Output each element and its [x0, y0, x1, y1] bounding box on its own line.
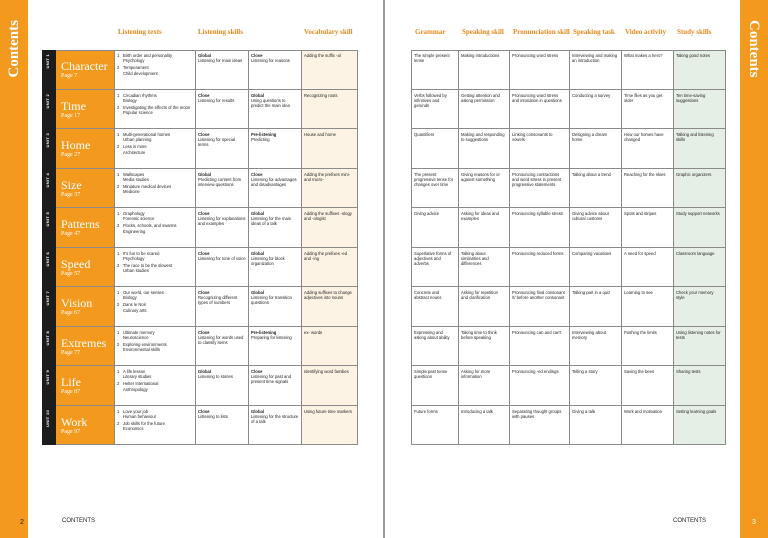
skill-heading: Global — [198, 53, 212, 58]
item-number: 2 — [117, 144, 120, 150]
listening-skill — [195, 248, 248, 288]
study-skills-cell: Using listening notes for tests — [673, 327, 725, 367]
video-activity-cell: Spots and stripes — [624, 211, 657, 216]
video-activity-cell: How our homes have changed — [624, 132, 664, 143]
item-number: 2 — [117, 262, 120, 268]
unit-page: Page 67 — [61, 310, 81, 316]
skill-text: Listening for advantages and disadvantages — [251, 176, 297, 187]
skill-heading: Global — [251, 408, 265, 414]
item-number: 2 — [117, 302, 120, 308]
unit-topic — [56, 406, 114, 446]
listening-text-item — [117, 251, 193, 261]
unit-bar — [42, 366, 56, 406]
skill-text: Listening for explanations and examples — [198, 216, 246, 227]
item-text: Investigating the effects of the moon Popular science — [123, 104, 191, 116]
speaking-skill-cell: Giving reasons for or against something — [461, 171, 500, 182]
speaking-task-cell: Designing a dream home — [572, 132, 608, 143]
item-number: 1 — [117, 92, 120, 98]
skill-text: Listening for results — [198, 97, 235, 103]
listening-skill — [248, 248, 301, 288]
pronunciation-cell: Linking consonants to vowels — [512, 132, 553, 143]
unit-label: UNIT 1 — [45, 54, 50, 69]
unit-label: UNIT 5 — [45, 212, 50, 227]
item-number: 1 — [117, 250, 120, 256]
column-divider — [248, 50, 249, 445]
skill-heading: Close — [198, 250, 210, 256]
pronunciation-cell: Pronouncing can and can't — [512, 329, 562, 335]
listening-text-item — [117, 302, 193, 312]
skill-heading: Pre-listening — [251, 329, 277, 335]
vocabulary-cell: ex- words — [301, 327, 357, 367]
unit-topic — [56, 50, 114, 90]
study-skills-cell: Taking good notes — [673, 50, 725, 90]
skill-text: Listening to lists — [198, 413, 228, 419]
listening-text-item — [117, 172, 193, 182]
item-text: Graphology Forensic science — [123, 211, 155, 222]
unit-bar — [42, 248, 56, 288]
video-activity-cell: Saving the bees — [624, 369, 655, 374]
column-divider — [673, 50, 674, 445]
unit-bar — [42, 327, 56, 367]
unit-bar — [42, 208, 56, 248]
skill-text: Predicting content from interview questions — [198, 176, 242, 187]
unit-label: UNIT 8 — [45, 330, 50, 345]
listening-texts-cell — [114, 169, 195, 209]
vocabulary-cell: Adding the suffix -al — [301, 50, 357, 90]
item-number: 2 — [117, 341, 120, 347]
speaking-task-cell: Interviewing and making an introduction — [572, 53, 618, 64]
column-divider — [114, 50, 115, 445]
video-activity-cell: A need for speed — [624, 250, 656, 256]
item-number: 2 — [117, 104, 120, 110]
listening-texts-cell — [114, 287, 195, 327]
item-text: Miniature medical devices Medicine — [123, 183, 172, 195]
unit-label: UNIT 2 — [45, 93, 50, 108]
skill-heading: Global — [251, 290, 265, 295]
unit-topic — [56, 287, 114, 327]
unit-bar — [42, 287, 56, 327]
speaking-skill-cell: Introducing a talk — [461, 408, 493, 414]
unit-label: UNIT 9 — [45, 370, 50, 385]
speaking-task-cell: Conducting a survey — [572, 92, 611, 98]
listening-texts-cell — [114, 90, 195, 130]
page-number: 3 — [752, 519, 756, 526]
header-pronunciation-skill: Pronunciation skill — [513, 28, 570, 36]
skill-text: Listening for reasons — [251, 58, 290, 64]
item-text: Our world, our senses Biology — [123, 290, 164, 301]
vocabulary-cell: Adding suffixes to change adjectives into nouns — [301, 287, 357, 327]
header-study-skills: Study skills — [677, 28, 712, 36]
unit-bar — [42, 406, 56, 446]
vocabulary-cell: Identifying word families — [301, 366, 357, 406]
header-grammar: Grammar — [415, 28, 446, 36]
item-number: 1 — [117, 290, 120, 295]
listening-skill — [195, 327, 248, 367]
unit-page: Page 77 — [61, 349, 81, 356]
column-divider — [411, 50, 412, 445]
grammar-cell: Concrete and abstract nouns — [414, 290, 442, 301]
header-speaking-task: Speaking task — [573, 28, 615, 36]
unit-page: Page 87 — [61, 389, 81, 395]
study-skills-cell: Talking and listening skills — [673, 129, 725, 169]
listening-skill — [248, 50, 301, 90]
column-divider — [621, 50, 622, 445]
unit-title: Speed — [61, 256, 91, 271]
listening-skill — [248, 406, 301, 446]
skill-text: Recognizing different types of numbers — [198, 295, 238, 306]
listening-texts-cell — [114, 327, 195, 367]
listening-texts-cell — [114, 129, 195, 169]
row-divider — [56, 444, 357, 445]
column-divider — [195, 50, 196, 445]
item-text: Less is more Architecture — [123, 144, 147, 155]
item-number: 2 — [117, 183, 120, 189]
item-text: Exploring environments Environmental skills — [123, 341, 167, 353]
listening-skill — [248, 287, 301, 327]
unit-topic — [56, 129, 114, 169]
header-vocabulary-skill: Vocabulary skill — [304, 28, 353, 36]
skill-heading: Global — [251, 92, 265, 98]
column-divider — [725, 50, 726, 445]
band-title: Contents — [6, 20, 22, 78]
item-number: 1 — [117, 53, 120, 58]
listening-text-item — [117, 211, 193, 221]
item-text: Multi-generational homes Urban planning — [123, 132, 171, 143]
skill-text: Listening for the structure of a talk — [251, 413, 299, 424]
speaking-skill-cell: Taking time to think before speaking — [461, 329, 497, 340]
study-skills-cell: Check your memory style — [673, 287, 725, 327]
skill-text: Listening for words used to classify items — [198, 334, 244, 345]
listening-text-item — [117, 290, 193, 300]
listening-text-item — [117, 184, 193, 194]
listening-texts-cell — [114, 406, 195, 446]
listening-texts-cell — [114, 366, 195, 406]
study-skills-cell: Sharing tests — [673, 366, 725, 406]
item-text: Birth order and personality Psychology — [123, 53, 173, 64]
column-divider — [301, 50, 302, 445]
skill-text: Listening for special terms — [198, 137, 236, 148]
unit-label: UNIT 6 — [45, 251, 50, 266]
item-number: 1 — [117, 132, 120, 137]
listening-skill — [248, 327, 301, 367]
contents-band — [740, 0, 768, 538]
listening-skill — [195, 50, 248, 90]
study-skills-cell: Study support networks — [673, 208, 725, 248]
grammar-cell: Simple past tense questions — [414, 369, 448, 380]
contents-band — [0, 0, 28, 538]
unit-page: Page 17 — [61, 112, 81, 119]
speaking-skill-cell: Asking for repetition and clarification — [461, 290, 499, 301]
listening-skill — [248, 90, 301, 130]
unit-title: Work — [61, 414, 88, 429]
study-skills-cell: Classroom language — [673, 248, 725, 288]
unit-topic — [56, 248, 114, 288]
vocabulary-cell: House and home — [301, 129, 357, 169]
listening-text-item — [117, 409, 193, 419]
pronunciation-cell: Pronouncing word stress — [512, 53, 559, 58]
page-number: 2 — [20, 519, 24, 526]
listening-text-item — [117, 381, 193, 391]
skill-text: Preparing for listening — [251, 334, 292, 340]
unit-label: UNIT 10 — [45, 409, 50, 427]
unit-title: Life — [61, 375, 81, 389]
unit-topic — [56, 90, 114, 130]
grammar-cell: Quantifiers — [414, 132, 435, 137]
speaking-task-cell: Talking part in a quiz — [572, 290, 611, 295]
grammar-cell: The simple present tense — [414, 53, 450, 64]
unit-label: UNIT 7 — [45, 291, 50, 306]
speaking-task-cell: Comparing vacations — [572, 250, 612, 256]
unit-page: Page 97 — [61, 428, 81, 435]
listening-skill — [195, 169, 248, 209]
video-activity-cell: What makes a hero? — [624, 53, 663, 58]
item-text: Job skills for the future Economics — [123, 420, 165, 432]
grammar-cell: The present progressive tense for changes over time — [414, 171, 454, 187]
item-number: 1 — [117, 369, 120, 374]
skill-heading: Close — [198, 329, 210, 335]
footer-label: CONTENTS — [62, 518, 95, 524]
grammar-cell: Verbs followed by infinitives and gerunds — [414, 92, 447, 108]
right-page — [385, 0, 768, 538]
skill-text: Listening for the main ideas of a talk — [251, 216, 292, 227]
pronunciation-cell: Pronouncing final consonant /t/ before another consonant — [512, 290, 565, 301]
unit-title: Size — [61, 177, 82, 192]
skill-heading: Pre-listening — [251, 132, 277, 137]
pronunciation-cell: Pronouncing reduced forms — [512, 250, 564, 256]
table-top-rule — [56, 50, 357, 51]
video-activity-cell: Reaching for the skies — [624, 171, 666, 177]
listening-text-item — [117, 223, 193, 233]
speaking-task-cell: Giving a talk — [572, 408, 596, 414]
skill-heading: Close — [251, 171, 263, 177]
item-number: 1 — [117, 211, 120, 216]
listening-skill — [248, 366, 301, 406]
skill-heading: Close — [198, 211, 210, 216]
speaking-task-cell: Giving advice about cultural customs — [572, 211, 609, 222]
unit-page: Page 37 — [61, 191, 81, 198]
skill-text: Listening for tone of voice — [198, 255, 246, 261]
speaking-task-cell: Talking about a trend — [572, 171, 611, 177]
item-text: Circadian rhythms Biology — [123, 92, 157, 103]
unit-label: UNIT 3 — [45, 133, 50, 148]
item-number: 1 — [117, 329, 120, 335]
unit-bar — [42, 169, 56, 209]
skill-heading: Close — [251, 369, 263, 374]
grammar-cell: Expressing and asking about ability — [414, 329, 450, 340]
column-divider — [569, 50, 570, 445]
listening-texts-cell — [114, 50, 195, 90]
item-text: Dans le Noir Culinary arts — [123, 302, 147, 313]
skill-heading: Close — [198, 92, 210, 98]
column-divider — [458, 50, 459, 445]
study-skills-cell: Graphic organizers — [673, 169, 725, 209]
item-number: 1 — [117, 171, 120, 177]
item-text: A life lesson Literary studies — [123, 369, 152, 380]
listening-skill — [195, 406, 248, 446]
study-skills-cell: Setting learning goals — [673, 406, 725, 446]
footer-label: CONTENTS — [673, 518, 706, 524]
listening-text-item — [117, 330, 193, 340]
unit-page: Page 47 — [61, 231, 81, 237]
grammar-cell: Superlative forms of adjectives and adverbs — [414, 250, 452, 266]
unit-page: Page 57 — [61, 270, 81, 277]
item-text: Temperament Child development — [123, 65, 158, 76]
unit-page: Page 7 — [61, 73, 78, 79]
skill-heading: Global — [251, 211, 265, 216]
listening-text-item — [117, 369, 193, 379]
table-top-rule — [411, 50, 725, 51]
listening-skill — [248, 129, 301, 169]
pronunciation-cell: Separating thought groups with pauses — [512, 408, 562, 419]
unit-topic — [56, 327, 114, 367]
skill-heading: Close — [251, 53, 263, 58]
unit-topic — [56, 169, 114, 209]
listening-skill — [195, 129, 248, 169]
unit-title: Character — [61, 59, 108, 73]
grammar-cell: Giving advice — [414, 211, 440, 216]
listening-text-item — [117, 65, 193, 75]
item-number: 2 — [117, 65, 120, 71]
listening-skill — [195, 208, 248, 248]
skill-text: Listening for transition questions — [251, 295, 292, 306]
skill-heading: Close — [198, 408, 210, 414]
item-text: Wallscapes Media studies — [123, 171, 149, 182]
item-text: It's fun to be scared Psychology — [123, 250, 160, 261]
skill-heading: Close — [198, 132, 210, 137]
video-activity-cell: Learning to see — [624, 290, 653, 295]
vocabulary-cell: Using future time markers — [301, 406, 357, 446]
listening-skill — [248, 208, 301, 248]
listening-text-item — [117, 144, 193, 154]
item-number: 1 — [117, 408, 120, 414]
video-activity-cell: Work and motivation — [624, 408, 663, 414]
vocabulary-cell: Adding the suffixes -ology and -ologist — [301, 208, 357, 248]
skill-text: Listening to stories — [198, 374, 233, 380]
unit-page: Page 27 — [61, 152, 81, 158]
item-text: Helter International Anthropology — [123, 381, 159, 392]
unit-title: Extremes — [61, 335, 107, 350]
unit-label: UNIT 4 — [45, 172, 50, 187]
speaking-task-cell: Interviewing about memory — [572, 329, 606, 340]
listening-text-item — [117, 132, 193, 142]
vocabulary-cell: Recognizing roots — [301, 90, 357, 130]
skill-heading: Close — [198, 290, 210, 295]
listening-texts-cell — [114, 208, 195, 248]
item-text: Ultimate memory Neuroscience — [123, 329, 155, 340]
item-number: 2 — [117, 381, 120, 387]
video-activity-cell: Pushing the limits — [624, 329, 657, 335]
pronunciation-cell: Pronouncing syllable stress — [512, 211, 563, 216]
skill-text: Using questions to predict the main idea — [251, 97, 290, 108]
speaking-task-cell: Telling a story — [572, 369, 598, 374]
listening-text-item — [117, 421, 193, 431]
listening-text-item — [117, 93, 193, 103]
listening-skill — [195, 287, 248, 327]
speaking-skill-cell: Making and responding to suggestions — [461, 132, 505, 143]
skill-heading: Global — [198, 171, 212, 177]
pronunciation-cell: Pronouncing contractions and word stress in present progressive statements — [512, 171, 562, 187]
unit-bar — [42, 90, 56, 130]
item-text: Love your job Human behaviour — [123, 408, 157, 419]
unit-topic — [56, 366, 114, 406]
header-speaking-skill: Speaking skill — [462, 28, 504, 36]
skill-heading: Global — [251, 250, 265, 256]
speaking-skill-cell: Getting attention and asking permission — [461, 92, 500, 103]
skill-heading: Global — [198, 369, 212, 374]
speaking-skill-cell: Asking for more information — [461, 369, 491, 380]
left-page — [0, 0, 383, 538]
speaking-skill-cell: Talking about similarities and differences — [461, 250, 489, 266]
unit-bar — [42, 129, 56, 169]
speaking-skill-cell: Asking for ideas and examples — [461, 211, 499, 222]
column-divider — [357, 50, 358, 445]
skill-text: Listening for main ideas — [198, 58, 243, 64]
listening-skill — [248, 169, 301, 209]
unit-title: Time — [61, 98, 86, 113]
pronunciation-cell: Pronouncing -ed endings — [512, 369, 559, 374]
header-listening-texts: Listening texts — [118, 28, 162, 36]
skill-text: Listening for past and present time signals — [251, 374, 292, 385]
band-title: Contents — [746, 20, 762, 78]
unit-title: Home — [61, 138, 91, 152]
unit-title: Patterns — [61, 217, 100, 231]
vocabulary-cell: Adding the prefixes -ed and -ing — [301, 248, 357, 288]
skill-text: Listening for block organization — [251, 255, 285, 266]
item-number: 2 — [117, 420, 120, 426]
vocabulary-cell: Adding the prefixes mini- and micro- — [301, 169, 357, 209]
column-divider — [509, 50, 510, 445]
grammar-cell: Future forms — [414, 408, 438, 414]
listening-text-item — [117, 105, 193, 115]
listening-texts-cell — [114, 248, 195, 288]
video-activity-cell: Time flies as you get older — [624, 92, 663, 103]
pronunciation-cell: Pronouncing word stress and intonation in questions — [512, 92, 562, 103]
item-number: 2 — [117, 223, 120, 229]
listening-text-item — [117, 53, 193, 63]
unit-bar — [42, 50, 56, 90]
listening-skill — [195, 366, 248, 406]
item-text: Flocks, schools, and swarms Engineering — [123, 223, 177, 234]
unit-title: Vision — [61, 296, 93, 310]
unit-topic — [56, 208, 114, 248]
header-listening-skills: Listening skills — [198, 28, 243, 36]
study-skills-cell: Ten time-saving suggestions — [673, 90, 725, 130]
item-text: The race to be the slowest Urban studies — [123, 262, 173, 274]
listening-text-item — [117, 263, 193, 273]
speaking-skill-cell: Making introductions — [461, 53, 500, 58]
header-video-activity: Video activity — [625, 28, 667, 36]
skill-text: Predicting — [251, 137, 270, 143]
listening-skill — [195, 90, 248, 130]
listening-text-item — [117, 342, 193, 352]
